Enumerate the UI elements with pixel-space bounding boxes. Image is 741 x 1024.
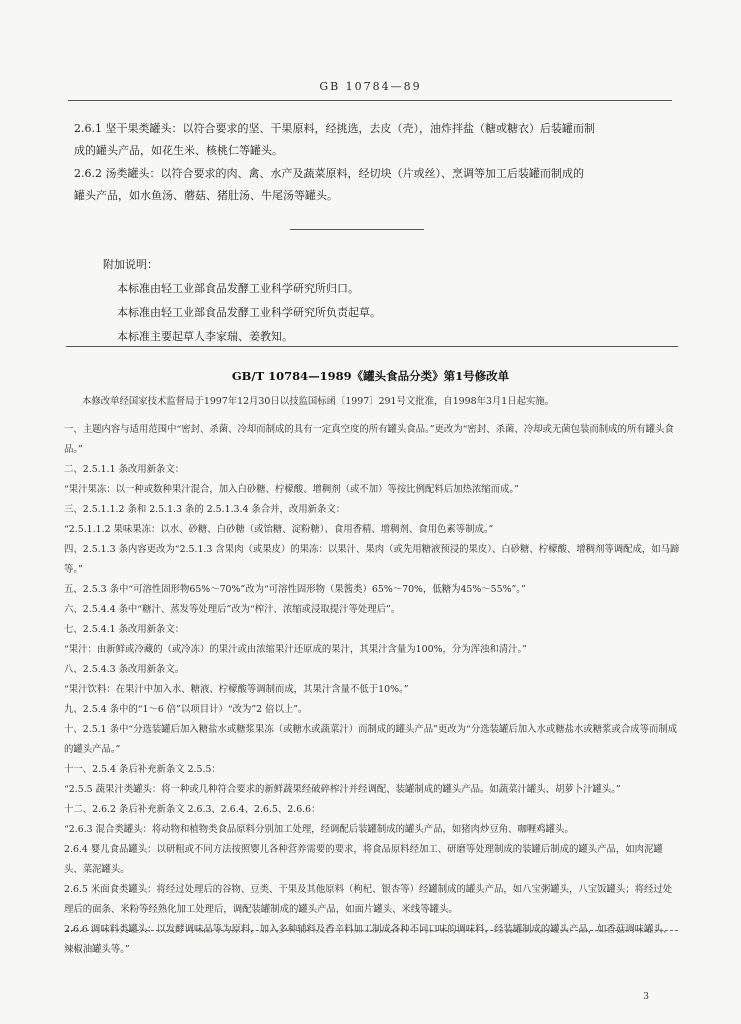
notes-line: 本标准由轻工业部食品发酵工业科学研究所负责起草。 [117, 306, 381, 319]
additional-notes [103, 253, 381, 349]
amendment-line: 2.6.6 调味料类罐头：以发酵调味品等为原料，加入多种辅料及香辛料加工制成各种不同口味的调味料，经装罐制成的罐头产品，如香菇调味罐头、辣椒油罐头等。” [64, 924, 673, 955]
amendment-line: “果汁：由新鲜或冷藏的（或冷冻）的果汁或由浓缩果汁还原成的果汁，其果汁含量为100%，分为浑浊和清汁。” [64, 644, 527, 655]
amendment-line: 九、2.5.4 条中的“1～6 倍”以项目计）“改为”2 倍以上”。 [64, 704, 308, 715]
amendment-body [64, 420, 680, 960]
amendment-line: 十、2.5.1 条中“分选装罐后加入糖盐水或糖浆果冻（或糖水或蔬菜汁）而制成的罐头产品”更改为“分选装罐后加入水或糖盐水或糖浆或合成等而制成的罐头产品。” [64, 724, 678, 755]
notes-heading: 附加说明： [103, 258, 158, 271]
amendment-line: 四、2.5.1.3 条内容更改为“2.5.1.3 含果肉（或果皮）的果冻：以果汁、果肉（或先用糖液预浸的果皮）、白砂糖、柠檬酸、增稠剂等调配成，如马蹄等。” [64, 544, 680, 575]
amendment-intro: 本修改单经国家技术监督局于1997年12月30日以技监国标函〔1997〕291号文批准，自1998年3月1日起实施。 [82, 396, 555, 407]
amendment-top-rule [66, 346, 678, 347]
amendment-line: “2.6.3 混合类罐头：将动物和植物类食品原料分别加工处理，经调配后装罐制成的罐头产品，如猪肉炒豆角、咖喱鸡罐头。 [64, 824, 574, 835]
clause-2-6-1-cont: 成的罐头产品，如花生米、核桃仁等罐头。 [74, 144, 283, 157]
amendment-line: 五、2.5.3 条中“可溶性固形物65%～70%”改为“可溶性固形物（果酱类）65%～70%，低糖为45%～55%”。” [64, 584, 526, 595]
amendment-line: 一、主题内容与适用范围中“密封、杀菌、冷却而制成的具有一定真空度的所有罐头食品。”更改为“密封、杀菌、冷却或无菌包装而制成的所有罐头食品。” [64, 424, 674, 455]
clause-2-6-2-cont: 罐头产品，如水鱼汤、蘑菇、猪肚汤、牛尾汤等罐头。 [74, 189, 338, 202]
header-rule [68, 100, 672, 101]
amendment-line: 三、2.5.1.1.2 条和 2.5.1.3 条的 2.5.1.3.4 条合并，改用新条文： [64, 504, 346, 515]
amendment-line: 八、2.5.4.3 条改用新条文。 [64, 664, 185, 675]
amendment-line: 2.6.5 米面食类罐头：将经过处理后的谷物、豆类、干果及其他原料（枸杞、银杏等）经罐制成的罐头产品，如八宝粥罐头，八宝饭罐头；将经过处理后的面条、米粉等经熟化加工处理后，调配装罐制成的罐头产品，如面片罐头、米线等罐头。 [64, 884, 673, 915]
amendment-line: 十一、2.5.4 条后补充新条文 2.5.5： [64, 764, 221, 775]
clause-2-6-1: 2.6.1 坚干果类罐头：以符合要求的坚、干果原料，经挑选，去皮（壳），油炸拌盐（糖或糖衣）后装罐而制 [74, 122, 595, 135]
amendment-line: 2.6.4 婴儿食品罐头：以研粗或不同方法按照婴儿各种营养需要的要求，将食品原料经加工、研磨等处理制成的装罐后制成的罐头产品，如肉泥罐头、菜泥罐头。 [64, 844, 663, 875]
amendment-title: GB/T 10784—1989《罐头食品分类》第1号修改单 [231, 369, 510, 383]
standard-code-header: GB 10784—89 [319, 80, 422, 93]
amendment-line: “果汁果冻：以一种或数种果汁混合，加入白砂糖、柠檬酸、增稠剂（或不加）等按比例配料后加热浓缩而成。” [64, 484, 519, 495]
clause-2-6-2: 2.6.2 汤类罐头：以符合要求的肉、禽、水产及蔬菜原料，经切块（片或丝）、烹调等加工后装罐而制成的 [74, 167, 584, 180]
amendment-line: 十二、2.6.2 条后补充新条文 2.6.3、2.6.4、2.6.5、2.6.6： [64, 804, 321, 815]
section-divider [290, 229, 424, 230]
amendment-line: 七、2.5.4.1 条改用新条文： [64, 624, 185, 635]
notes-line: 本标准由轻工业部食品发酵工业科学研究所归口。 [117, 282, 359, 295]
page-number: 3 [643, 992, 649, 1002]
amendment-line: 二、2.5.1.1 条改用新条文： [64, 464, 185, 475]
notes-line: 本标准主要起草人李家瑞、姜教知。 [117, 330, 293, 343]
amendment-bottom-rule [66, 930, 678, 931]
amendment-line: “果汁饮料：在果汁中加入水、糖液、柠檬酸等调制而成，其果汁含量不低于10%。” [64, 684, 409, 695]
amendment-line: “2.5.5 蔬果汁类罐头：将一种或几种符合要求的新鲜蔬果经破碎榨汁并经调配、装罐制成的罐头产品。如蔬菜汁罐头、胡萝卜汁罐头。” [64, 784, 621, 795]
amendment-line: 六、2.5.4.4 条中“糖汁、蒸发等处理后”改为“榨汁、浓缩或浸取提汁等处理后”。 [64, 604, 401, 615]
amendment-line: “2.5.1.1.2 果味果冻：以水、砂糖、白砂糖（或饴糖、淀粉糖）、食用香精、增稠剂、食用色素等制成。” [64, 524, 494, 535]
